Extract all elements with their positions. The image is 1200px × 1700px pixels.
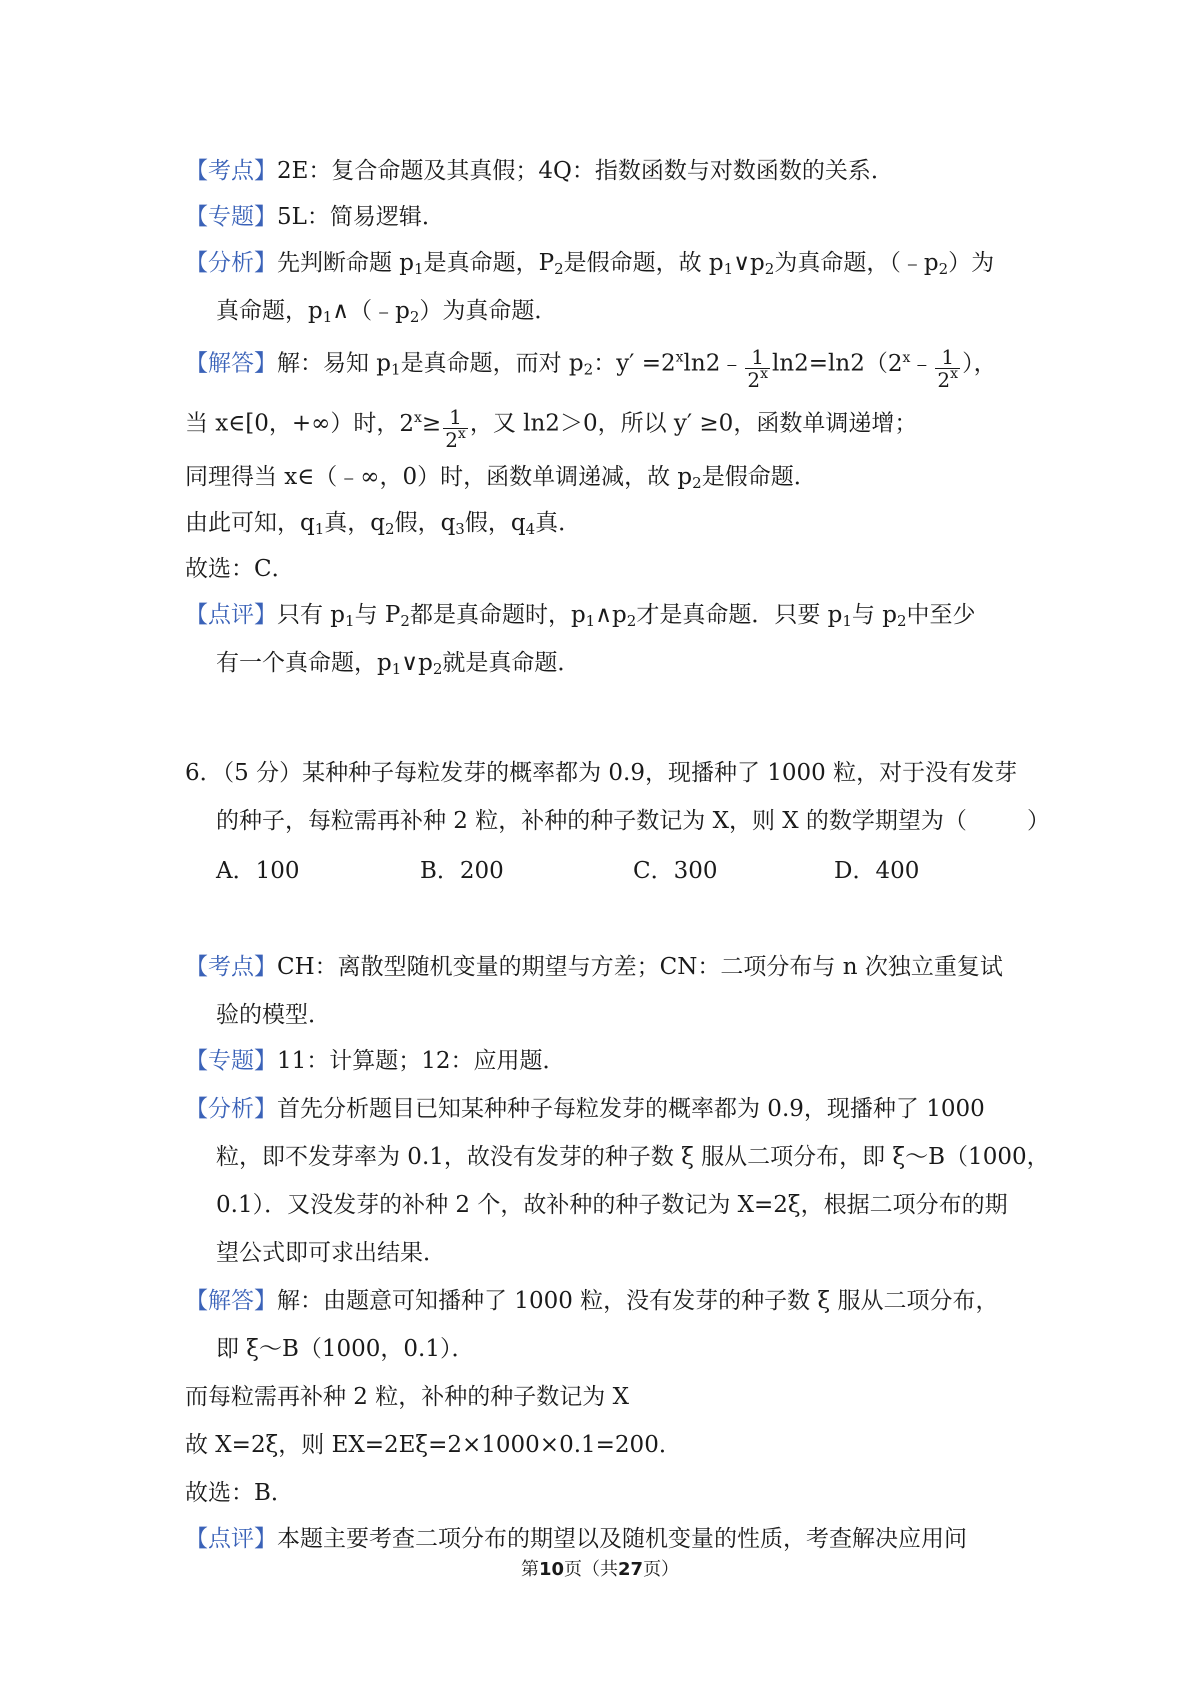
choice-a: A．100 — [216, 858, 300, 884]
jieda-line-1: 【解答】解：由题意可知播种了 1000 粒，没有发芽的种子数 ξ 服从二项分布， — [185, 1288, 999, 1314]
zhuanti-tag: 【专题】 — [185, 204, 277, 230]
dianping-line-2: 有一个真命题，$p_1\vee p_2$就是真命题． — [216, 650, 581, 678]
zhuanti-line: 【专题】11：计算题；12：应用题． — [185, 1048, 566, 1074]
fenxi-tag: 【分析】 — [185, 250, 277, 276]
page-total: 27 — [618, 1559, 644, 1580]
dianping-line-1: 【点评】只有 $p_1$与 $P_2$都是真命题时，$p_1\wedge p_2$才是真命题．只要 $p_1$与 $p_2$中至少 — [185, 602, 976, 630]
zhuanti-text: 5L：简易逻辑． — [277, 204, 445, 230]
power: 2$^x$ — [399, 409, 422, 437]
kaodian-line-2: 验的模型． — [216, 1002, 331, 1028]
fenxi-line-2: 真命题，$p_1\wedge(﹣p_2)$为真命题． — [216, 298, 558, 326]
fenxi-line-2: 粒，即不发芽率为 0.1，故没有发芽的种子数 ξ 服从二项分布，即 ξ～B（1000， — [216, 1144, 1050, 1170]
dianping-tag: 【点评】 — [185, 1526, 277, 1552]
dianping-line-1: 【点评】本题主要考查二项分布的期望以及随机变量的性质，考查解决应用问 — [185, 1526, 967, 1552]
fraction: $\frac{1}{2^x}$ — [445, 405, 466, 452]
zhuanti-line — [185, 202, 445, 232]
jieda-line-3: 而每粒需再补种 2 粒，补种的种子数记为 X — [185, 1384, 629, 1410]
page-number: 10 — [538, 1559, 564, 1580]
kaodian-tag: 【考点】 — [185, 954, 277, 980]
zhuanti-tag: 【专题】 — [185, 1048, 277, 1074]
page-footer: 第10页（共27页） — [520, 1559, 680, 1580]
question-6-stem-2: 的种子，每粒需再补种 2 粒，补种的种子数记为 X，则 X 的数学期望为（ ） — [216, 808, 1050, 834]
fraction: $\frac{1}{2^x}$ — [937, 345, 959, 392]
jieda-tag: 【解答】 — [185, 350, 277, 377]
jieda-line-4: 由此可知，$q_1$真，$q_2$假，$q_3$假，$q_4$真． — [185, 510, 582, 538]
kaodian-line: 【考点】CH：离散型随机变量的期望与方差；CN：二项分布与 n 次独立重复试 — [185, 954, 1003, 980]
jieda-tag: 【解答】 — [185, 1288, 277, 1314]
jieda-line-5: 故选：B． — [185, 1480, 294, 1506]
dianping-tag: 【点评】 — [185, 602, 277, 628]
fenxi-line-4: 望公式即可求出结果． — [216, 1240, 446, 1266]
jieda-line-5: 故选：C． — [185, 556, 295, 582]
power: 2$^x$ — [887, 349, 911, 377]
kaodian-text: 2E：复合命题及其真假；4Q：指数函数与对数函数的关系． — [277, 158, 894, 184]
question-6-stem-1: 6．（5 分）某种种子每粒发芽的概率都为 0.9，现播种了 1000 粒，对于没有发芽 — [185, 760, 1018, 786]
fenxi-line-3: 0.1）．又没发芽的补种 2 个，故补种的种子数记为 X=2ξ，根据二项分布的期 — [216, 1192, 1008, 1218]
jieda-line-2: 当 x∈[0，+∞）时，$2^x\ge$ $\frac{1}{2^x}$ ，又 ln2＞0，所以 y′ ≥0，函数单调递增； — [185, 405, 918, 452]
fenxi-line-1: 【分析】先判断命题 $p_1$是真命题，$P_2$是假命题，故 $p_1\vee p_2$为真命题，$(﹣p_2)$为 — [185, 250, 995, 278]
jieda-line-4: 故 X=2ξ，则 EX=2Eξ=2×1000×0.1=200． — [185, 1432, 682, 1458]
jieda-line-3: 同理得当 x∈（﹣∞，0）时，函数单调递减，故 $p_2$是假命题． — [185, 464, 817, 492]
choice-b: B．200 — [420, 858, 504, 884]
fenxi-tag: 【分析】 — [185, 1096, 277, 1122]
choice-d: D．400 — [834, 858, 920, 884]
choice-c: C．300 — [633, 858, 718, 884]
kaodian-tag: 【考点】 — [185, 158, 277, 184]
fenxi-line-1: 【分析】首先分析题目已知某种种子每粒发芽的概率都为 0.9，现播种了 1000 — [185, 1096, 985, 1122]
jieda-line-2: 即 ξ～B（1000，0.1）． — [216, 1336, 475, 1362]
fraction: $\frac{1}{2^x}$ — [747, 345, 768, 392]
kaodian-line — [185, 156, 894, 186]
jieda-line-1: 【解答】解：易知 $p_1$是真命题，而对 $p_2$：$y' =2^x\ln 2﹣$ $\frac{1}{2^x}$ $\ln 2=\ln 2(2^x﹣$ $\frac{1}{2^x}$ ）， — [185, 345, 997, 392]
